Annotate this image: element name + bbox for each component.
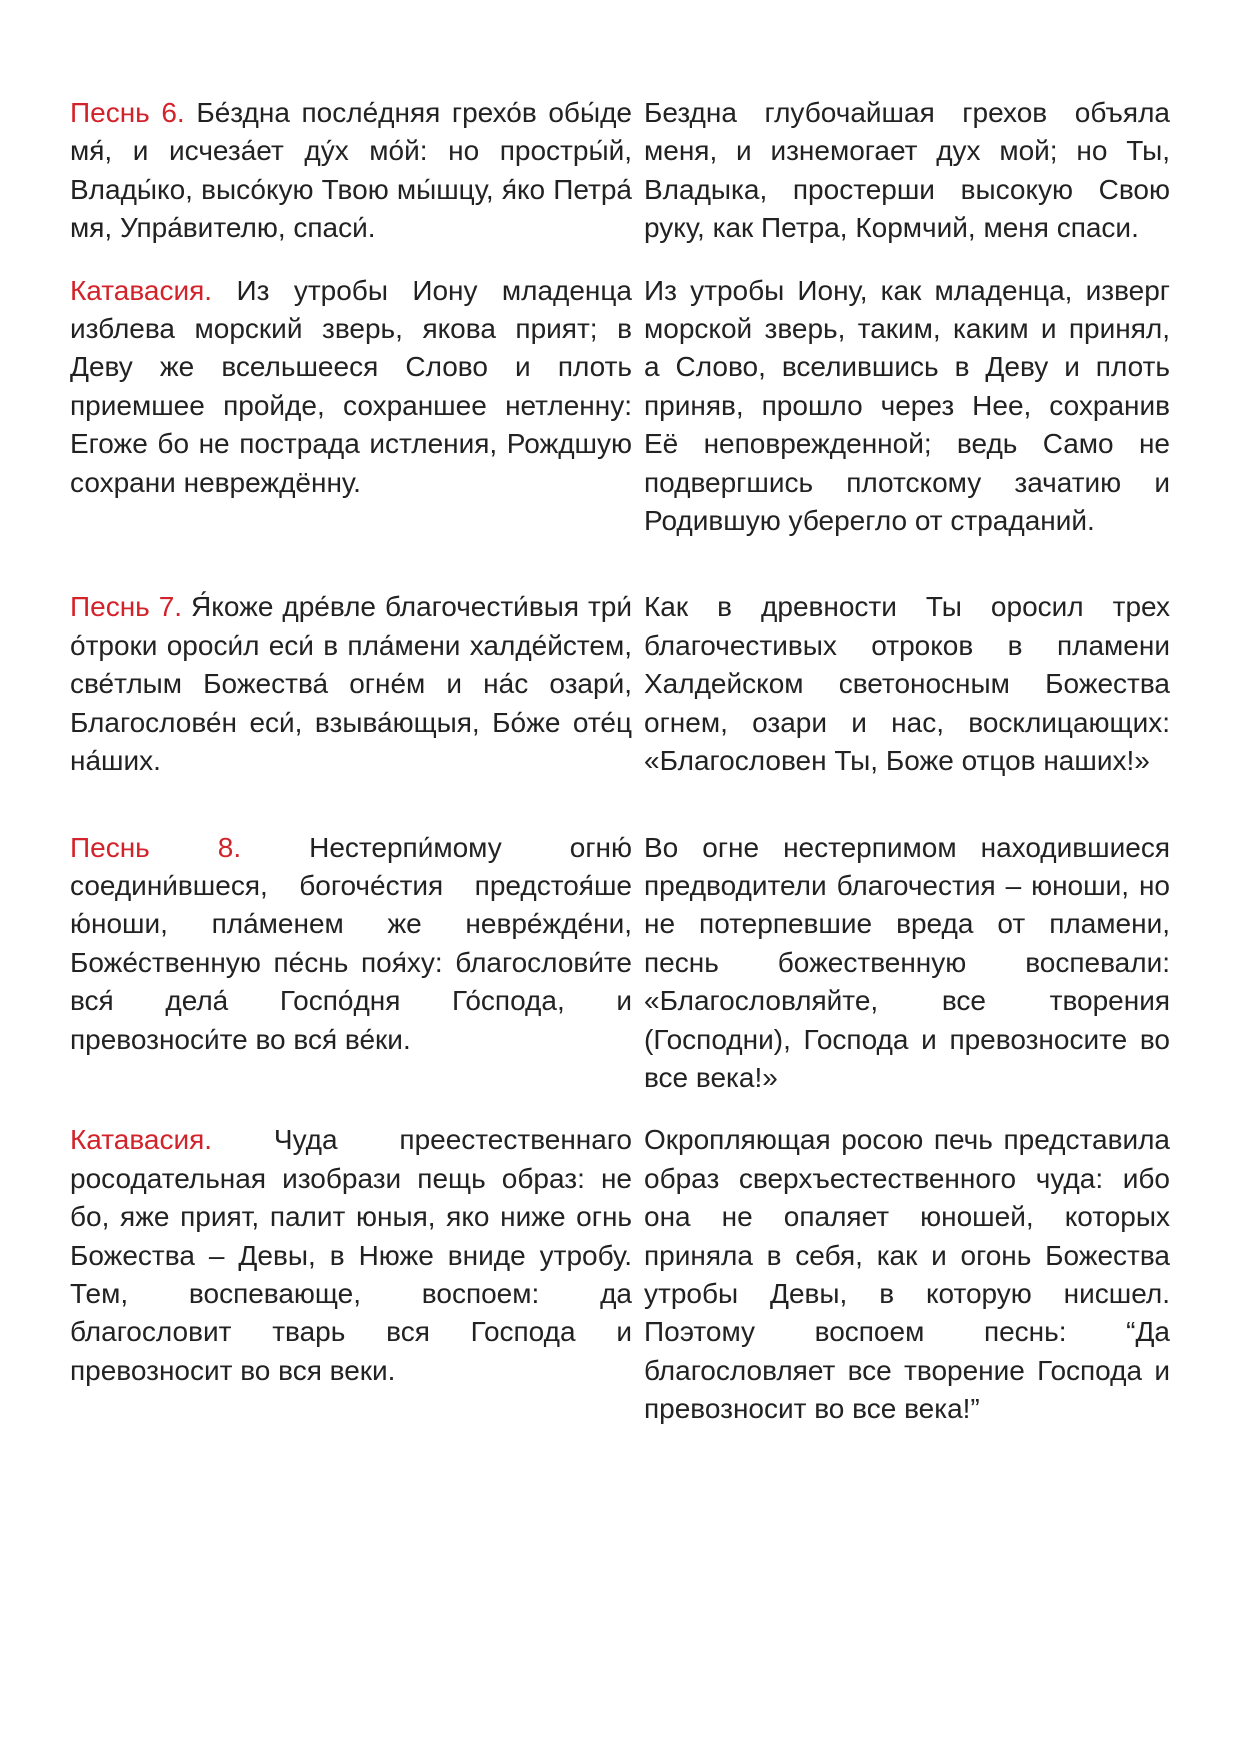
section-label: Песнь 7. bbox=[70, 591, 183, 623]
modern-russian-text: Как в древности Ты оросил трех благочестивых отроков в пламени Халдейском светоносным Божества огнем, озари и нас, восклицающих: «Благословен Ты, Боже отцов наших!» bbox=[644, 591, 1170, 777]
church-text-body: Нестерпи́мому огню́ соедини́вшеся, богоче́стия предстоя́ше ю́ноши, пла́менем же невре́жде́ни, Боже́ственную пе́снь поя́ху: благослови́те вся́ дела́ Госпо́дня Го́спода, и превозноси́те во вся́ ве́ки. bbox=[70, 831, 632, 1055]
church-text-body: Бе́здна после́дняя грехо́в обы́де мя́, и исчеза́ет ду́х мо́й: но простры́й, Влады́ко, высо́кую Твою мы́шцу, я́ко Петра́ мя, Упра́вителю, спаси́. bbox=[70, 97, 633, 244]
modern-russian-text: Во огне нестерпимом находившиеся предводители благочестия – юноши, но не потерпевшие вреда от пламени, песнь божественную воспевали: «Благословляйте, все творения (Господни), Господа и превозносите во все века!» bbox=[644, 831, 1170, 1093]
section-label: Песнь 6. bbox=[70, 97, 185, 128]
section-pesn-8 bbox=[70, 829, 1170, 1098]
section-label: Катавасия. bbox=[70, 1124, 213, 1156]
church-slavonic-text bbox=[70, 94, 632, 248]
section-katavasia-8 bbox=[70, 1121, 1170, 1428]
modern-russian-text: Окропляющая росою печь представила образ сверхъестественного чуда: ибо она не опаляет юношей, которых приняла в себя, как и огонь Божества утробы Девы, в которую нисшел. Поэтому воспоем песнь: “Да благословляет все творение Господа и превозносит во все века!” bbox=[644, 1124, 1170, 1425]
church-slavonic-text bbox=[70, 829, 632, 1098]
parallel-text-table bbox=[70, 94, 1170, 1429]
section-pesn-7 bbox=[70, 588, 1170, 780]
church-slavonic-text bbox=[70, 588, 632, 780]
section-pesn-6 bbox=[70, 94, 1170, 248]
modern-russian-text: Из утробы Иону, как младенца, изверг морской зверь, таким, каким и принял, а Слово, вселившись в Деву и плоть приняв, прошло через Нее, сохранив Её неповрежденной; ведь Само не подвергшись плотскому зачатию и Родившую уберегло от страданий. bbox=[644, 274, 1170, 537]
section-label: Песнь 8. bbox=[70, 831, 242, 863]
church-text-body: Из утробы Иону младенца изблева морский зверь, якова прият; в Деву же всельшееся Слово и плоть приемшее пройде, сохраншее нетленну: Егоже бо не пострада истления, Рождшую сохрани невреждённу. bbox=[70, 274, 633, 498]
church-slavonic-text bbox=[70, 1121, 632, 1428]
church-text-body: Чуда преестественнаго росодательная изобрази пещь образ: не бо, яже прият, палит юныя, яко ниже огнь Божества – Девы, в Нюже вниде утробу. Тем, воспевающе, воспоем: да благословит тварь вся Господа и превозносит во вся веки. bbox=[70, 1124, 632, 1386]
section-label: Катавасия. bbox=[70, 274, 213, 306]
modern-russian-text: Бездна глубочайшая грехов объяла меня, и изнемогает дух мой; но Ты, Владыка, простерши высокую Свою руку, как Петра, Кормчий, меня спаси. bbox=[644, 97, 1170, 244]
church-text-body: Я́коже дре́вле благочести́выя три́ о́троки ороси́л еси́ в пла́мени халде́йстем, све́тлым Божества́ огне́м и на́с озари́, Благослове́н еси́, взыва́ющыя, Бо́же оте́ц на́ших. bbox=[70, 591, 632, 777]
section-katavasia-6 bbox=[70, 272, 1170, 541]
church-slavonic-text bbox=[70, 272, 632, 541]
